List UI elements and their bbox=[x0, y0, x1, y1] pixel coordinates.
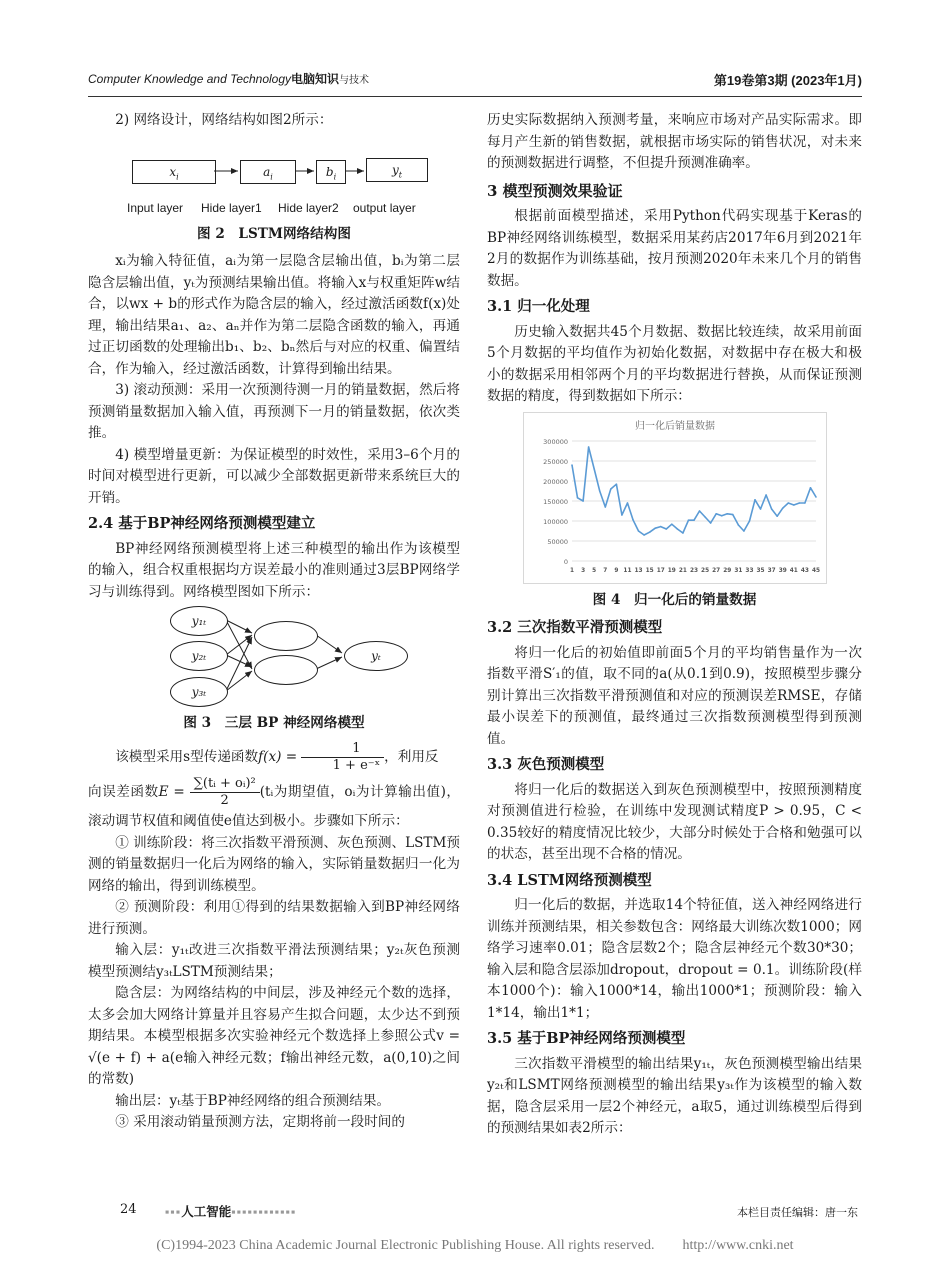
lstm-node-b: $b_i$ bbox=[316, 160, 346, 184]
figure-3-caption: 图 3 三层 BP 神经网络模型 bbox=[183, 715, 365, 731]
data-point bbox=[676, 528, 678, 530]
data-point bbox=[598, 490, 600, 492]
data-point bbox=[571, 464, 573, 466]
data-point bbox=[748, 520, 750, 522]
x-tick-label: 33 bbox=[744, 567, 753, 574]
data-point bbox=[643, 534, 645, 536]
input-layer-desc: 输入层：y₁ₜ改进三次指数平滑法预测结果；y₂ₜ灰色预测模型预测结y₃ₜLSTM预测结果； bbox=[88, 942, 460, 980]
data-point bbox=[582, 500, 584, 502]
rolling-continuation: 历史实际数据纳入预测考量，来响应市场对产品实际需求。即每月产生新的销售数据，就根据市场实际的销售状况，对未来的预测数据进行调整，不但提升预测准确率。 bbox=[487, 112, 862, 171]
incremental-update-item: 4) 模型增量更新：为保证模型的时效性，采用3–6个月的时间对模型进行更新，可以减少全部数据更新带来系统巨大的开销。 bbox=[88, 446, 460, 506]
x-tick-label: 37 bbox=[767, 567, 776, 574]
normalized-sales-chart bbox=[523, 412, 827, 584]
lstm-node-y: $y_t$ bbox=[366, 158, 428, 182]
x-tick-label: 27 bbox=[711, 567, 720, 574]
bp-input-node-1: y₁ₜ bbox=[170, 606, 228, 636]
data-point bbox=[709, 522, 711, 524]
lstm-description: xᵢ为输入特征值，aᵢ为第一层隐含层输出值，bᵢ为第二层隐含层输出值，yₜ为预测结果输出值。将输入x与权重矩阵w结合，以wx + b的形式作为隐含层的输入，经过激活函数f(x)处理，输出结果a₁、a₂、aₙ并作为第二层隐含函数的输入，再通过正切函数的处理输出b₁、b₂、bₙ然后与对应的权重、偏置结合，作为输入，经过激活函数，计算得到输出结果。 bbox=[88, 253, 460, 377]
x-tick-label: 41 bbox=[789, 567, 798, 574]
data-point bbox=[632, 519, 634, 521]
sigmoid-formula-line: 该模型采用s型传递函数f(x) = $\frac{1}{\text{1 + e⁻ˣ}}$ ，利用反 bbox=[115, 740, 439, 773]
x-tick-label: 29 bbox=[722, 567, 731, 574]
section-2-4-heading: 2.4 基于BP神经网络预测模型建立 bbox=[88, 515, 316, 532]
data-point bbox=[671, 523, 673, 525]
data-point bbox=[665, 528, 667, 530]
grey-model-desc: 将归一化后的数据送入到灰色预测模型中，按照预测精度对预测值进行检验，在训练中发现测试精度P > 0.95，C < 0.35较好的精度情况比较少，大部分时候处于合格和勉强可以的状态，甚至出现不合格的情况。 bbox=[487, 781, 862, 862]
data-point bbox=[809, 487, 811, 489]
section-3-heading: 3 模型预测效果验证 bbox=[487, 181, 623, 200]
data-point bbox=[743, 530, 745, 532]
bp-input-node-3: y₃ₜ bbox=[170, 677, 228, 707]
y-tick-label: 200000 bbox=[542, 477, 568, 486]
data-point bbox=[682, 532, 684, 534]
lstm-model-desc: 归一化后的数据，并选取14个特征值，送入神经网络进行训练并预测结果，相关参数包含：网络最大训练次数1000；网络学习速率0.01；隐含层数2个；隐含层神经元个数30*30；输入层和隐含层添加dropout，dropout = 0.1。训练阶段(样本1000个)：输入1000*14，输出1000*1；预测阶段：输入1*14，输出1*1； bbox=[487, 897, 862, 1021]
bp-model-intro: BP神经网络预测模型将上述三种模型的输出作为该模型的输入，组合权重根据均方误差最小的准则通过3层BP网络学习与训练得到。网络模型图如下所示： bbox=[88, 540, 460, 600]
x-tick-label: 17 bbox=[656, 567, 665, 574]
label-hide-layer2: Hide layer2 bbox=[278, 200, 339, 215]
data-point bbox=[615, 483, 617, 485]
y-tick-label: 100000 bbox=[542, 517, 568, 526]
output-layer-desc: 输出层：yₜ基于BP神经网络的组合预测结果。 bbox=[115, 1092, 391, 1109]
figure-2-caption: 图 2 LSTM网络结构图 bbox=[197, 225, 351, 242]
bp-model-desc: 三次指数平滑模型的输出结果y₁ₜ，灰色预测模型输出结果y₂ₜ和LSMT网络预测模型的输出结果y₃ₜ作为该模型的输入数据，隐含层采用一层2个神经元，a取5，通过训练模型后得到的预测结果如表2所示： bbox=[487, 1055, 862, 1136]
x-tick-label: 39 bbox=[778, 567, 787, 574]
x-tick-label: 19 bbox=[667, 567, 676, 574]
issue-info: 第19卷第3期 (2023年1月) bbox=[713, 73, 862, 88]
data-point bbox=[787, 502, 789, 504]
section-3-4-heading: 3.4 LSTM网络预测模型 bbox=[487, 871, 652, 889]
x-tick-label: 13 bbox=[634, 567, 643, 574]
data-point bbox=[732, 513, 734, 515]
x-tick-label: 35 bbox=[756, 567, 765, 574]
data-point bbox=[754, 499, 756, 501]
x-tick-label: 23 bbox=[689, 567, 698, 574]
data-point bbox=[726, 513, 728, 515]
validation-intro: 根据前面模型描述，采用Python代码实现基于Keras的BP神经网络训练模型，数据采用某药店2017年6月到2021年2月的数据作为训练基础，按月预测2020年未来几个月的销售数据。 bbox=[487, 208, 862, 289]
journal-name-cn: 电脑知识 bbox=[291, 72, 340, 86]
section-dots-left: ▪▪▪ bbox=[165, 1205, 182, 1219]
figure-3-bp-network bbox=[88, 603, 460, 707]
data-point bbox=[781, 507, 783, 509]
journal-name-en: Computer Knowledge and Technology bbox=[88, 72, 292, 86]
step-training: ① 训练阶段：将三次指数平滑预测、灰色预测、LSTM预测的销量数据归一化后为网络的输入，实际销量数据归一化为网络的输出，得到训练模型。 bbox=[88, 834, 460, 894]
data-point bbox=[704, 516, 706, 518]
data-point bbox=[804, 502, 806, 504]
x-tick-label: 1 bbox=[569, 567, 574, 574]
x-tick-label: 3 bbox=[580, 567, 585, 574]
data-point bbox=[687, 519, 689, 521]
net-design-item: 2) 网络设计，网络结构如图2所示： bbox=[115, 112, 333, 128]
data-point bbox=[759, 508, 761, 510]
step-predicting: ② 预测阶段：利用①得到的结果数据输入到BP神经网络进行预测。 bbox=[88, 899, 460, 937]
lstm-node-x: $x_i$ bbox=[132, 160, 216, 184]
data-point bbox=[593, 468, 595, 470]
header-rule bbox=[88, 96, 862, 97]
data-point bbox=[654, 527, 656, 529]
data-point bbox=[621, 514, 623, 516]
section-3-1-heading: 3.1 归一化处理 bbox=[487, 298, 590, 315]
x-tick-label: 15 bbox=[645, 567, 654, 574]
y-tick-label: 0 bbox=[563, 557, 568, 566]
data-point bbox=[648, 531, 650, 533]
right-column bbox=[487, 110, 862, 1140]
data-point bbox=[737, 524, 739, 526]
bp-hidden-node-2 bbox=[254, 655, 318, 685]
sigmoid-fraction: $\frac{1}{\text{1 + e⁻ˣ}}$ bbox=[301, 741, 384, 774]
section-label: ▪▪▪人工智能▪▪▪▪▪▪▪▪▪▪▪▪ bbox=[165, 1205, 297, 1219]
section-3-3-heading: 3.3 灰色预测模型 bbox=[487, 756, 605, 773]
data-point bbox=[698, 510, 700, 512]
chart-title: 归一化后销量数据 bbox=[634, 420, 715, 432]
x-tick-label: 9 bbox=[613, 567, 618, 574]
data-point bbox=[576, 497, 578, 499]
data-point bbox=[604, 506, 606, 508]
data-point bbox=[765, 494, 767, 496]
y-tick-label: 300000 bbox=[542, 437, 568, 446]
bp-input-node-2: y₂ₜ bbox=[170, 641, 228, 671]
x-tick-label: 21 bbox=[678, 567, 687, 574]
figure-2-lstm bbox=[88, 132, 460, 218]
data-point bbox=[770, 508, 772, 510]
left-column bbox=[88, 110, 460, 1134]
y-tick-label: 150000 bbox=[542, 497, 568, 506]
section-3-5-heading: 3.5 基于BP神经网络预测模型 bbox=[487, 1030, 686, 1047]
triple-smoothing-desc: 将归一化后的初始值即前面5个月的平均销售量作为一次指数平滑S′₁的值，取不同的a(从0.1到0.9)，按照模型步骤分别计算出三次指数平滑预测值和对应的预测误差RMSE，存储最小误差下的预测值，最终通过三次指数预测模型得到预测值。 bbox=[487, 644, 862, 747]
chart-svg bbox=[524, 413, 826, 583]
data-point bbox=[637, 530, 639, 532]
rolling-forecast-item: 3) 滚动预测：采用一次预测待测一月的销量数据，然后将预测销量数据加入输入值，再预测下一月的销量数据，依次类推。 bbox=[88, 382, 460, 441]
data-point bbox=[715, 513, 717, 515]
step-rolling: ③ 采用滚动销量预测方法，定期将前一段时间的 bbox=[115, 1114, 405, 1130]
label-input-layer: Input layer bbox=[127, 200, 184, 215]
x-tick-label: 31 bbox=[733, 567, 742, 574]
data-point bbox=[776, 515, 778, 517]
y-tick-label: 250000 bbox=[542, 457, 568, 466]
normalization-desc: 历史输入数据共45个月数据、数据比较连续，故采用前面5个月数据的平均值作为初始化数据，对数据中存在极大和极小的数据采用相邻两个月的平均数据进行替换，从而保证预测数据的精度，得到数据如下所示： bbox=[487, 323, 862, 404]
label-hide-layer1: Hide layer1 bbox=[201, 200, 262, 215]
data-point bbox=[798, 502, 800, 504]
x-tick-label: 5 bbox=[591, 567, 596, 574]
error-fraction: $\frac{\text{∑(tᵢ + oᵢ)²}}{2}$ bbox=[190, 776, 260, 809]
bp-hidden-node-1 bbox=[254, 621, 318, 651]
figure-4-caption: 图 4 归一化后的销量数据 bbox=[592, 591, 757, 608]
data-point bbox=[610, 488, 612, 490]
data-point bbox=[815, 496, 817, 498]
section-3-2-heading: 3.2 三次指数平滑预测模型 bbox=[487, 619, 663, 636]
bp-output-node: yₜ bbox=[344, 641, 408, 671]
journal-title bbox=[88, 70, 369, 87]
y-tick-label: 50000 bbox=[546, 537, 568, 546]
editor-credit: 本栏目责任编辑：唐一东 bbox=[737, 1206, 858, 1219]
copyright-notice: (C)1994-2023 China Academic Journal Electronic Publishing House. All rights reserved. http://www.cnki.net bbox=[156, 1238, 794, 1253]
label-output-layer: output layer bbox=[353, 200, 416, 215]
page-number: 24 bbox=[120, 1202, 137, 1217]
data-point bbox=[626, 502, 628, 504]
data-point bbox=[793, 504, 795, 506]
series-line bbox=[572, 447, 816, 535]
journal-name-cn-2: 与技术 bbox=[339, 75, 370, 86]
x-tick-label: 25 bbox=[700, 567, 709, 574]
lstm-node-a1: $a_i$ bbox=[240, 160, 296, 184]
x-tick-label: 43 bbox=[800, 567, 809, 574]
x-tick-label: 11 bbox=[622, 567, 631, 574]
error-function-line: 向误差函数E = $\frac{\text{∑(tᵢ + oᵢ)²}}{2}$ (tᵢ为期望值，oᵢ为计算输出值)，滚动调节权值和阈值使e值达到极小。步骤如下所示： bbox=[88, 775, 460, 829]
data-point bbox=[693, 519, 695, 521]
data-point bbox=[587, 446, 589, 448]
x-tick-label: 45 bbox=[811, 567, 820, 574]
data-point bbox=[720, 515, 722, 517]
data-point bbox=[659, 525, 661, 527]
hidden-layer-desc: 隐含层：为网络结构的中间层，涉及神经元个数的选择，太多会加大网络计算量并且容易产生拟合问题，太少达不到预期结果。本模型根据多次实验神经元个数选择上参照公式v = √(e + f) + a(e输入神经元数；f输出神经元数，a(0,10)之间的常数) bbox=[88, 985, 460, 1087]
section-dots-right: ▪▪▪▪▪▪▪▪▪▪▪▪ bbox=[231, 1205, 297, 1219]
x-tick-label: 7 bbox=[602, 567, 607, 574]
